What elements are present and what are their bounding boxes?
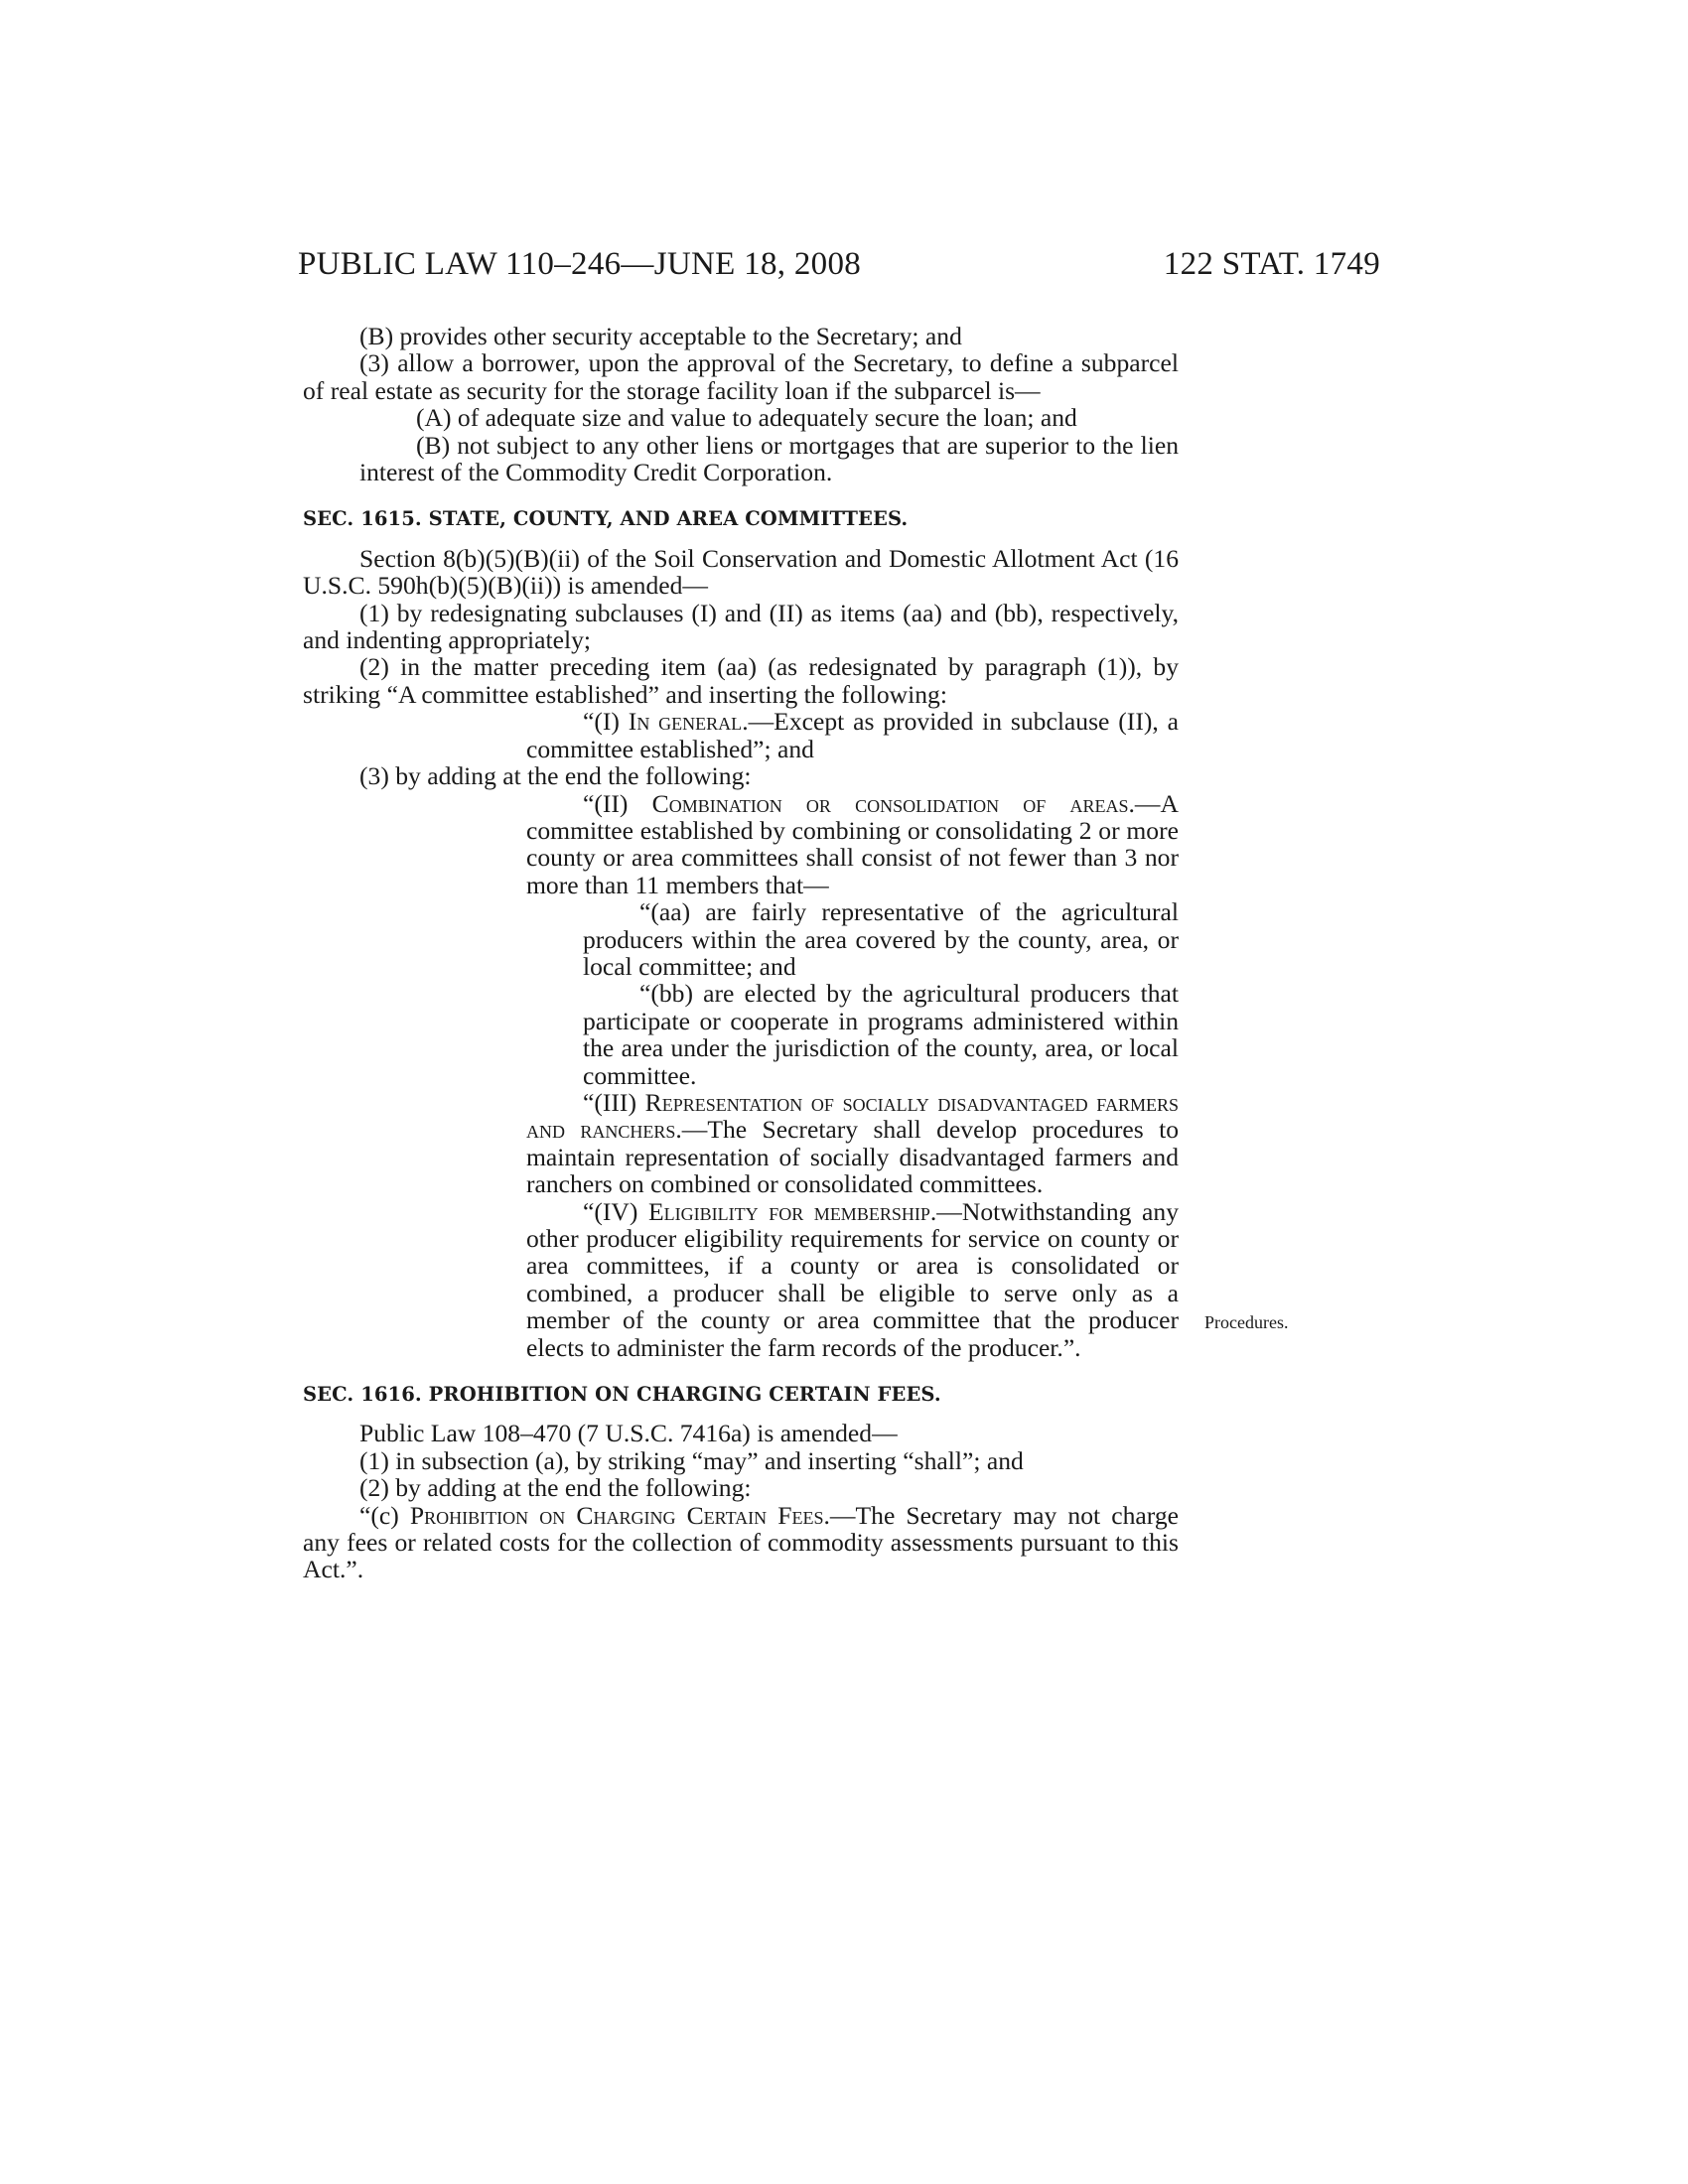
subclause-heading: Representation of socially disadvantaged farmers and ranchers <box>526 1087 1180 1145</box>
subclause-text: .—A committee established by combining or consolidating 2 or more county or area committees shall consist of not fewer than 3 nor more than 11 members that— <box>526 788 1179 899</box>
subclause-heading: In general <box>628 707 743 737</box>
paragraph: (B) not subject to any other liens or mortgages that are superior to the lien interest of the Commodity Credit Corporation. <box>359 430 1179 487</box>
paragraph: (1) by redesignating subclauses (I) and (II) as items (aa) and (bb), respectively, and indenting appropriately; <box>303 598 1179 655</box>
header-law-title: PUBLIC LAW 110–246—JUNE 18, 2008 <box>298 246 862 282</box>
quoted-subclause <box>303 790 1179 899</box>
subclause-text: .—The Secretary shall develop procedures to maintain representation of socially disadvantaged farmers and ranchers on combined or consolidated committees. <box>526 1115 1179 1199</box>
quoted-subclause <box>303 1089 1179 1198</box>
quoted-item: “(aa) are fairly representative of the agricultural producers within the area covered by the county, area, or local committee; and <box>583 897 1179 981</box>
subclause-text: .—Except as provided in subclause (II), a committee established”; and <box>526 707 1179 763</box>
subclause-heading: Combination or consolidation of areas <box>651 788 1129 818</box>
margin-note: Procedures. <box>1204 1312 1289 1332</box>
subsection-heading: Prohibition on Charging Certain Fees <box>409 1500 824 1530</box>
paragraph: Public Law 108–470 (7 U.S.C. 7416a) is amended— <box>359 1419 898 1448</box>
document-body <box>303 323 1179 1583</box>
subsection-text: .—The Secretary may not charge any fees or related costs for the collection of commodity assessments pursuant to this Act.”. <box>303 1500 1179 1584</box>
paragraph: (2) by adding at the end the following: <box>359 1473 752 1503</box>
subclause-number: “(IV) <box>583 1196 649 1226</box>
quoted-subclause <box>303 708 1179 762</box>
paragraph: (3) by adding at the end the following: <box>359 761 752 791</box>
paragraph: (2) in the matter preceding item (aa) (as redesignated by paragraph (1)), by striking “A committee established” and inserting the following: <box>303 652 1179 709</box>
quoted-subsection <box>303 1502 1179 1583</box>
paragraph: Section 8(b)(5)(B)(ii) of the Soil Conservation and Domestic Allotment Act (16 U.S.C. 590h(b)(5)(B)(ii)) is amended— <box>303 543 1179 601</box>
paragraph: (3) allow a borrower, upon the approval of the Secretary, to define a subparcel of real estate as security for the storage facility loan if the subparcel is— <box>303 348 1179 405</box>
subsection-number: “(c) <box>359 1500 410 1530</box>
quoted-subclause <box>303 1198 1179 1361</box>
paragraph: (1) in subsection (a), by striking “may” and inserting “shall”; and <box>359 1445 1024 1475</box>
quoted-item: “(bb) are elected by the agricultural producers that participate or cooperate in programs administered within the area under the jurisdiction of the county, area, or local committee. <box>583 979 1179 1090</box>
subclause-number: “(II) <box>583 788 652 818</box>
paragraph: (B) provides other security acceptable to the Secretary; and <box>359 322 962 350</box>
header-stat-page: 122 STAT. 1749 <box>1163 246 1380 282</box>
subclause-number: “(III) <box>583 1087 645 1117</box>
paragraph: (A) of adequate size and value to adequately secure the loan; and <box>416 403 1077 433</box>
subclause-number: “(I) <box>583 707 629 737</box>
subclause-heading: Eligibility for membership <box>648 1196 930 1226</box>
section-heading-1616: SEC. 1616. PROHIBITION ON CHARGING CERTAIN FEES. <box>303 1383 941 1407</box>
subclause-text: .—Notwithstanding any other producer eligibility requirements for service on county or area committees, if a county or area is consolidated or combined, a producer shall be eligible to serve only as a member of the county or area committee that the producer elects to administer the farm records of the producer.”. <box>526 1196 1180 1362</box>
section-heading-1615: SEC. 1615. STATE, COUNTY, AND AREA COMMITTEES. <box>303 507 909 531</box>
